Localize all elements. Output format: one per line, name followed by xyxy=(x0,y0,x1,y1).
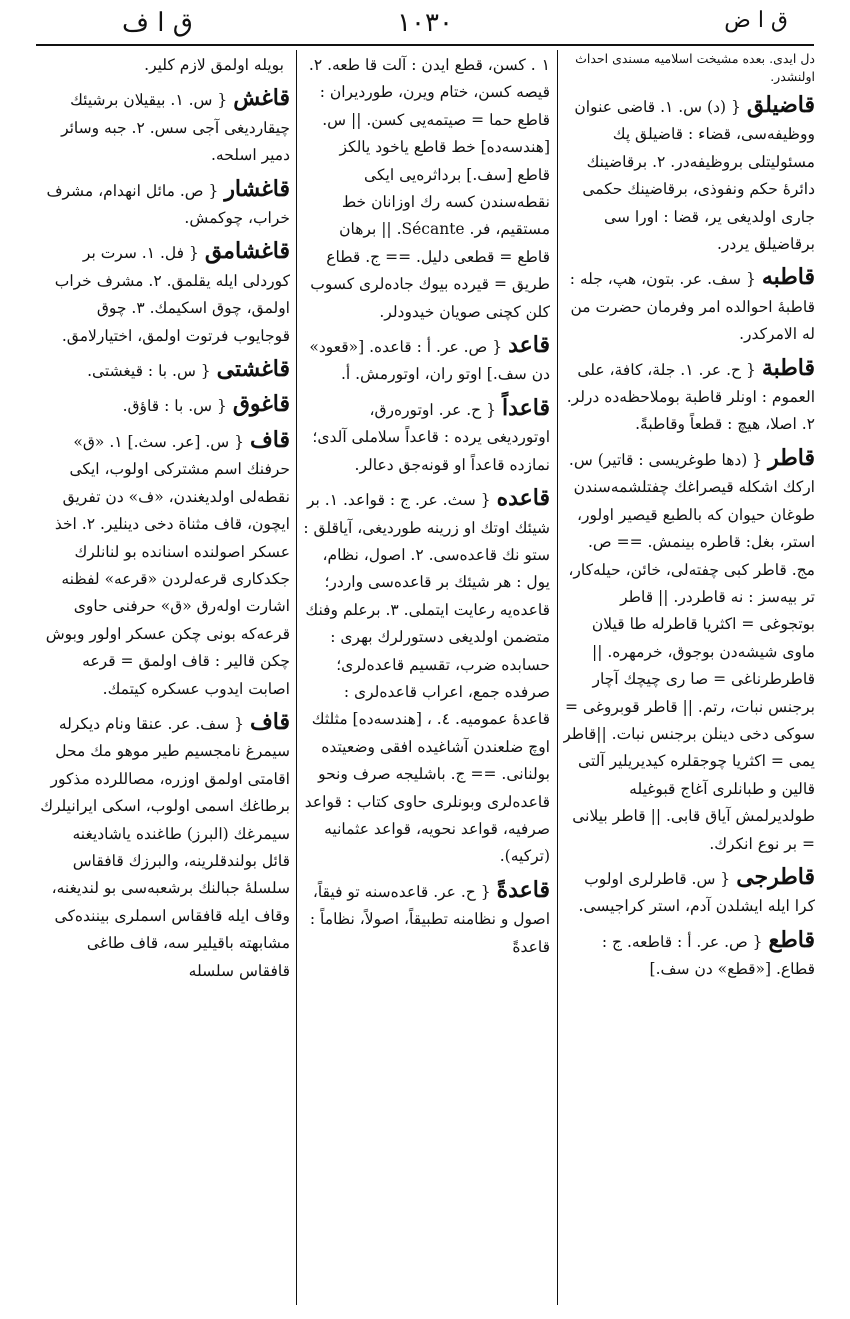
definition: { س. قاطرلری اولوب کرا ایله ایشلدن آدم، استر کراجیسی. xyxy=(578,869,815,916)
definition: { (د) س. ١. قاضی عنوان ووظیفه‌سی، قضاء : قاضیلق پك مسئولیتلی بروظیفه‌در. ٢. برقاضینك دائرهٔ حکم ونفوذی، برقاضینك حکمی جاری اولدیغی یر، قضا : اورا سی برقاضیلق یردر. xyxy=(574,98,815,254)
page-header xyxy=(36,6,814,44)
definition: { (دها طوغریسی : قاتیر) س. ارکك اشکله قیصراغك چفتلشمه‌سندن طوغان حیوان که بالطبع قیصیر اولور، استر، بغل: قاطره بینمش. == ص. مج. قاطر کبی چفته‌لی، خائن، حیله‌کار، تر بیه‌سز : نه قاطردر. || قاطر بوتجوغی = اکثریا قاطرله طا قیلان ماوی شیشه‌دن بوجوق، خرمهره. || قاطرطرناغی = صا ری چیچك آچار برجنس نبات، رتم. || قاطر قوبروغی = سوکی دخی دینلن برجنس نبات. ||قاطر یمی = اکثریا چوجقلره کیدیریلیر آلتی قالین و طبانلری آغاج قبوغیله طولدیرلمش آیاق قابی. || قاطر بیلانی = بر نوع انکرك. xyxy=(563,450,815,853)
definition: { س. با : قیغشتی. xyxy=(87,362,211,381)
headword: قاغشتی xyxy=(216,356,290,383)
dictionary-entry xyxy=(40,85,290,169)
definition: { ح. عر. ١. جلة، کافة، علی العموم : اونلر قاطبة بوملاحظه‌ده درلر. ٢. اصلا، هیچ : قطعاً وقاطبةً. xyxy=(566,360,815,434)
dictionary-entry xyxy=(303,395,550,479)
definition: { سف. عر. عنقا ونام دیکرله سیمرغ نامجسیم طیر موهو مك محل اقامتی اولمق اوزره، مصاللرده مذکور برطاغك اسمی اولوب، اسکی ایرانیلرك سیمرغك (البرز) طاغنده یاشادیغنه قائل بولندقلرینه، والبرزك قافقاس سلسلهٔ جبالنك برشعبه‌سی بو لندیغنه، وقاف ایله قافقاس اسملری بیننده‌کی مشابهته باقیلیر سه، قاف طاغی قافقاس سلسله‌ xyxy=(40,714,290,980)
column-left xyxy=(40,50,290,1305)
dictionary-entry xyxy=(303,50,550,326)
definition: { ح. عر. اوتوره‌رق، اوتوردیغی یرده : قاعداً سلاملی آلدی؛ نمازده قاعداً او قونه‌جق دعالر. xyxy=(312,400,550,474)
definition: ١. کسن، قطع ایدن : آلت قا طعه. ٢. قیصه کسن، ختام ویرن، طوردیران : قاطع حما = صیتمه‌یی کسن. || س. [هندسه‌ده] خط قاطع یاخود یالکز قاطع [سف.] برداثره‌یی ایکی نقطه‌سندن کسه‌ رك اوزانان خط مستقیم، فر. Sécante. || برهان قاطع = قطعی دلیل. == ج. قطاع طریق = قیرده بیوك جاده‌لری کسوب کلن کچنی صویان خیدودلر. xyxy=(308,56,550,321)
headword: قاطبة xyxy=(761,354,815,381)
dictionary-entry xyxy=(303,877,550,961)
headword: قاعدةً xyxy=(496,876,550,903)
header-left-letters: ق ا ف xyxy=(122,8,193,38)
dictionary-entry xyxy=(40,238,290,350)
dictionary-entry xyxy=(40,50,290,79)
headword: قاعده xyxy=(496,485,550,512)
column-right xyxy=(563,50,815,1305)
definition: { ص. عر. أ : قاعده. [«قعود» دن سف.] اوتو ران، اوتورمش. أ. xyxy=(309,338,550,384)
definition: { سف. عر. بتون، هپ، جله : قاطبهٔ احوالده امر وفرمان حضرت من له الامرکدر. xyxy=(569,270,815,344)
dictionary-entry xyxy=(40,391,290,420)
dictionary-entry xyxy=(40,427,290,703)
dictionary-entry xyxy=(563,92,815,258)
dictionary-entry xyxy=(40,709,290,985)
headword: قاف xyxy=(249,426,290,453)
header-rule xyxy=(36,44,814,46)
headword: قاطع xyxy=(768,926,815,953)
dictionary-entry xyxy=(563,355,815,439)
headword: قاغشار xyxy=(224,175,290,202)
headword: قاطر xyxy=(768,444,815,471)
definition: { ص. عر. أ : قاطعه. ج : قطاع. [«قطع» دن سف.] xyxy=(601,932,815,979)
headword: قاعداً xyxy=(501,394,550,421)
continuation-note: دل ایدی. بعده مشیخت اسلامیه مسندی احداث اولنشدر. xyxy=(575,51,815,84)
dictionary-entry xyxy=(303,485,550,871)
definition: { س. ١. بیقیلان برشیئك چیقاردیغی آجی سس. ٢. جبه وسائر دمیر اسلحه. xyxy=(61,91,290,165)
headword: قاطبه xyxy=(761,264,815,291)
headword: قاف xyxy=(249,708,290,735)
definition: { س. با : قاؤق. xyxy=(122,397,227,416)
column-divider xyxy=(296,50,297,1305)
dictionary-entry xyxy=(40,356,290,385)
headword: قاعد xyxy=(508,332,550,359)
definition: { ح. عر. قاعده‌سنه تو فیقاً، اصول و نظامنه تطبیقاً، اصولاً، نظاماً : قاعدةً xyxy=(309,882,550,956)
definition: بویله اولمق لازم کلیر. xyxy=(144,56,284,74)
header-right-letters: ق ا ض xyxy=(724,8,788,33)
headword: قاغشامق xyxy=(204,238,290,265)
dictionary-entry xyxy=(303,332,550,389)
headword: قاطرجی xyxy=(736,863,815,890)
page-number: ١٠٣٠ xyxy=(397,8,453,38)
definition: { سث. عر. ج : قواعد. ١. بر شیئك اوتك او زرینه طوردیغی، آیاقلق : ستو نك قاعده‌سی. ٢. اصول، نظام، یول : هر شیئك بر قاعده‌سی واردر؛ قاعده‌یه رعایت ایتملی. ٣. برعلم وفنك متضمن اولدیغی دستورلرك بهری : حسابده ضرب، تقسیم قاعده‌لری؛ صرفده جمع، اعراب قاعده‌لری : قاعدهٔ عمومیه. ٤. ، [هندسه‌ده] مثلثك اوچ ضلعندن آشاغیده افقی وضعیتده بولنانی. == ج. باشلیجه صرف ونحو قاعده‌لری وبونلری حاوی کتاب : قواعد صرفیه، قواعد نحویه، قواعد عثمانیه (ترکیه). xyxy=(303,491,550,866)
headword: قاغش xyxy=(233,85,290,112)
column-divider xyxy=(557,50,558,1305)
column-middle xyxy=(303,50,550,1305)
dictionary-entry xyxy=(40,176,290,233)
dictionary-entry xyxy=(563,927,815,984)
headword: قاغوق xyxy=(232,391,290,418)
dictionary-entry xyxy=(563,445,815,858)
headword: قاضیلق xyxy=(746,92,815,118)
dictionary-entry xyxy=(563,864,815,921)
definition: { س. [عر. سث.] ١. «ق» حرفنك اسم مشترکی اولوب، ایکی نقطه‌لی اولدیغندن، «ف» دن تفریق ایچون، قاف مثناة دخی دینلیر. ٢. اخذ عسکر اصولنده اسنانده بو لنانلرك جکدکاری قرعه‌لردن «قرعه» لفظنه اشارت اوله‌رق «ق» حرفنی حاوی قرعه‌که بونی چکن عسکر اولور وبوش چکن قالیر : قاف اولمق = قرعه اصابت ایدوب عسکره کیتمك. xyxy=(45,432,290,698)
dictionary-entry xyxy=(563,264,815,348)
definition: { فل. ١. سرت بر کوردلی ایله یقلمق. ٢. مشرف خراب اولمق، چوق اسکیمك. ٣. چوق قوجایوب فرتوت اولمق، اختیارلامق. xyxy=(54,244,290,345)
definition: { ص. مائل انهدام، مشرف خراب، چوکمش. xyxy=(46,181,290,228)
